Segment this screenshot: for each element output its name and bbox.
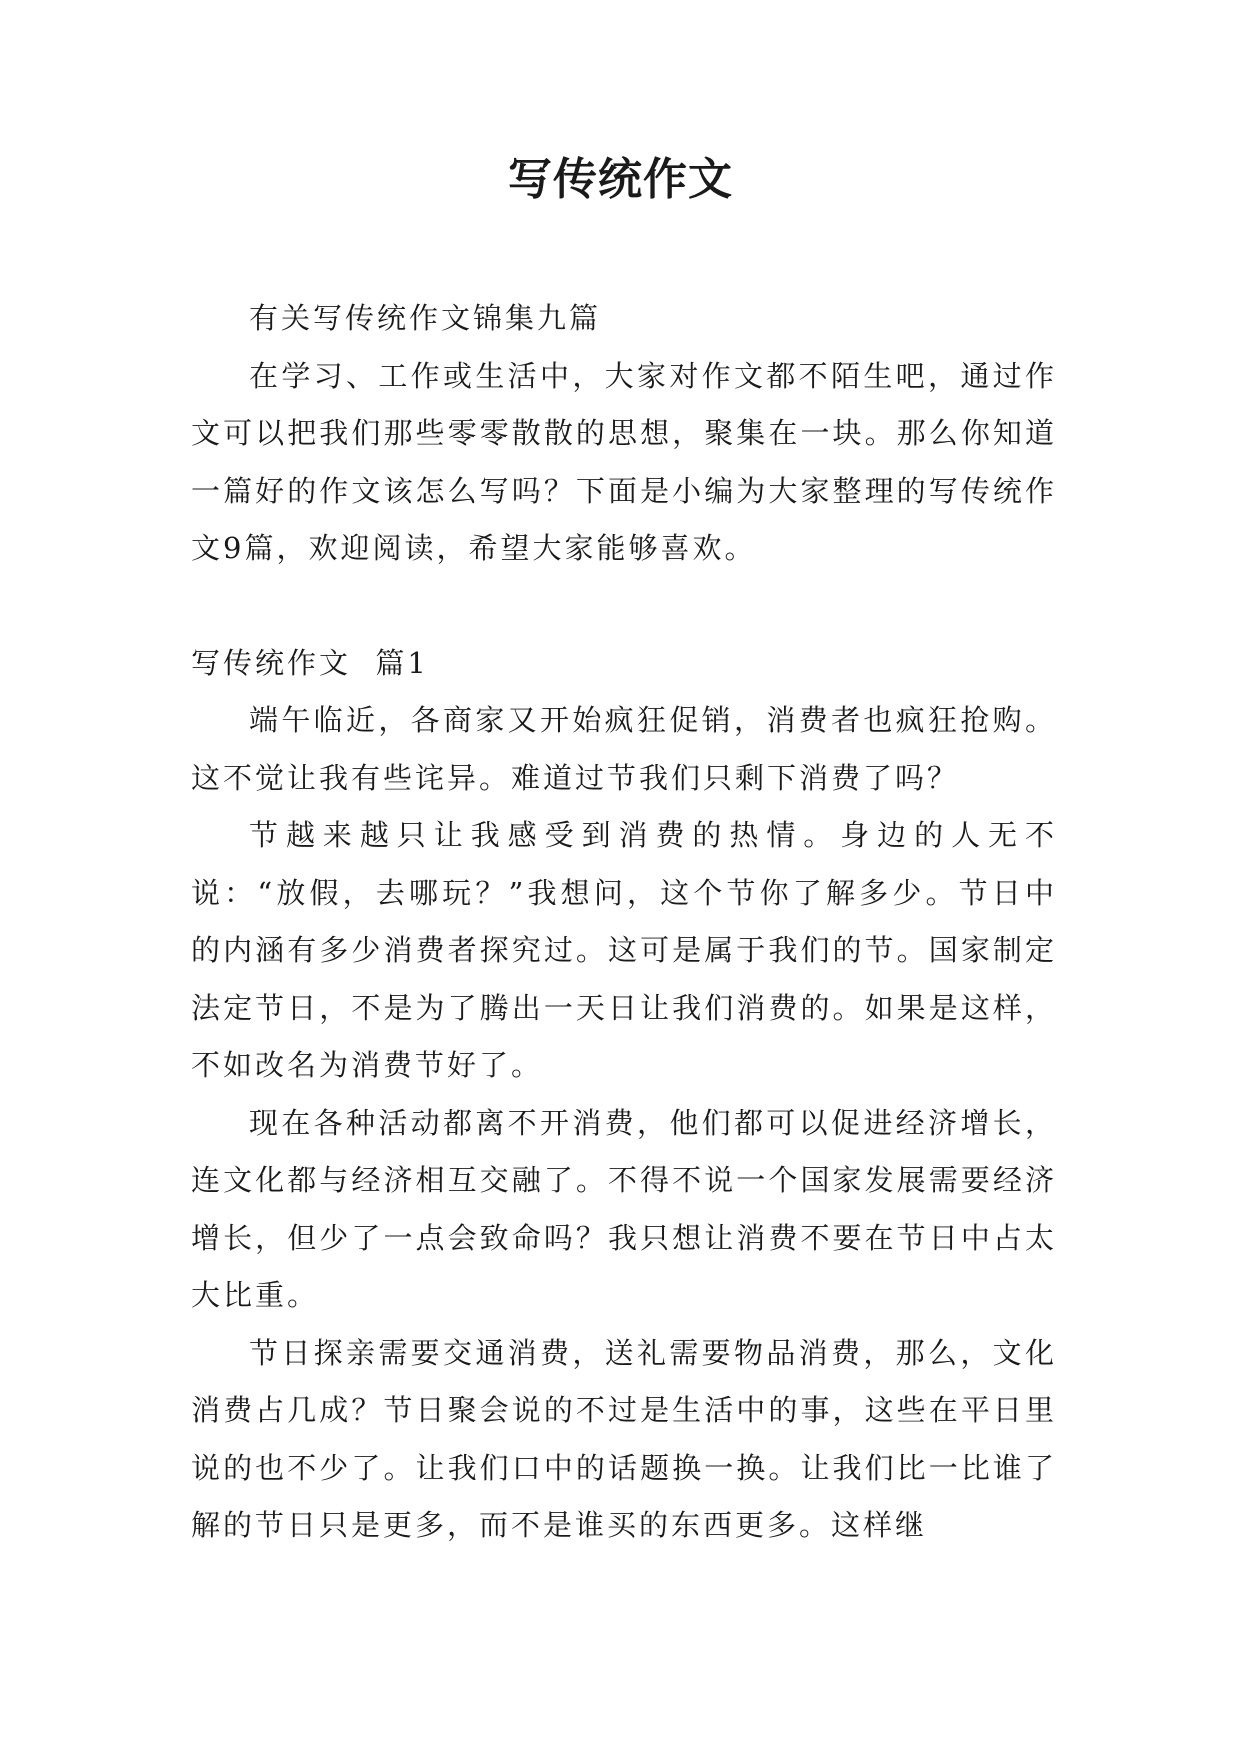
- body-paragraph: 节日探亲需要交通消费，送礼需要物品消费，那么，文化消费占几成？节日聚会说的不过是生活中的事，这些在平日里说的也不少了。让我们口中的话题换一换。让我们比一比谁了解的节日只是更多，而不是谁买的东西更多。这样继: [191, 1335, 1057, 1542]
- body-paragraph: 端午临近，各商家又开始疯狂促销，消费者也疯狂抢购。这不觉让我有些诧异。难道过节我们只剩下消费了吗？: [191, 703, 1057, 795]
- document-body: [191, 290, 1057, 1555]
- section-heading: 写传统作文 篇1: [191, 645, 429, 680]
- document-title: 写传统作文: [508, 154, 733, 205]
- document-subtitle: 有关写传统作文锦集九篇: [249, 301, 602, 335]
- intro-paragraph: 在学习、工作或生活中，大家对作文都不陌生吧，通过作文可以把我们那些零零散散的思想，聚集在一块。那么你知道一篇好的作文该怎么写吗？下面是小编为大家整理的写传统作文9篇，欢迎阅读，希望大家能够喜欢。: [191, 358, 1057, 565]
- body-paragraph: 现在各种活动都离不开消费，他们都可以促进经济增长，连文化都与经济相互交融了。不得不说一个国家发展需要经济增长，但少了一点会致命吗？我只想让消费不要在节日中占太大比重。: [191, 1105, 1057, 1312]
- section-spacer: [191, 578, 1057, 635]
- body-paragraph: 节越来越只让我感受到消费的热情。身边的人无不说：“放假，去哪玩？”我想问，这个节你了解多少。节日中的内涵有多少消费者探究过。这可是属于我们的节。国家制定法定节日，不是为了腾出一天日让我们消费的。如果是这样，不如改名为消费节好了。: [191, 818, 1057, 1082]
